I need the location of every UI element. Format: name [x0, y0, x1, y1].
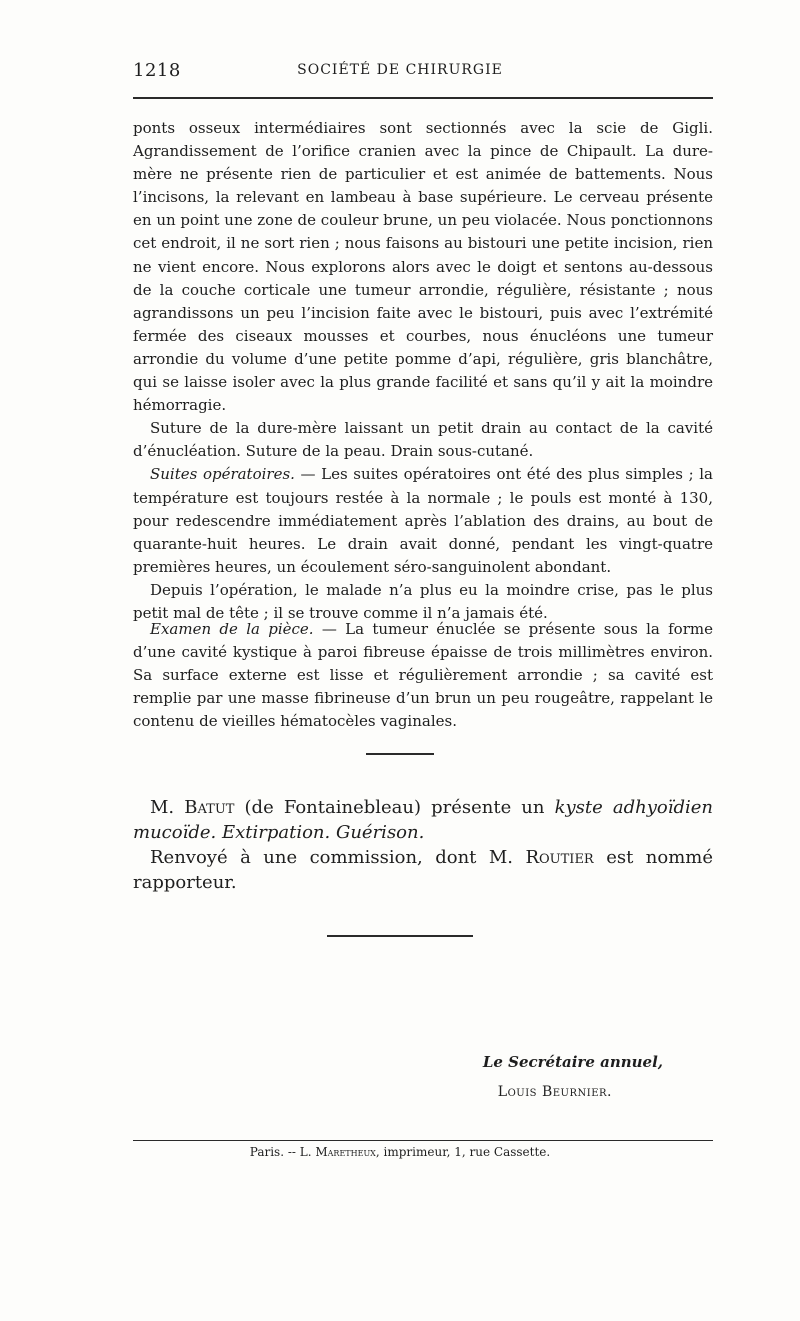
imprint-suffix: , imprimeur, 1, rue Cassette. [375, 1145, 551, 1159]
examen-heading: Examen de la pièce. [150, 620, 314, 638]
presentation-title: kyste adhyoïdien mucoïde. Extirpation. Guérison. [133, 797, 714, 843]
running-head: SOCIÉTÉ DE CHIRURGIE [297, 62, 503, 78]
imprint-printer: Maretheux [315, 1145, 376, 1159]
author-name: Batut [184, 797, 235, 818]
paragraph-operation: ponts osseux intermédiaires sont sectionnés avec la scie de Gigli. Agrandissement de l’orifice cranien avec la pince de Chipault. La dure-mère ne présente rien de particulier et est animée de battements. Nous l’incisons, la relevant en lambeau à base supérieure. Le cerveau présente en un point une zone de couleur brune, un peu violacée. Nous ponctionnons cet endroit, il ne sort rien ; nous faisons au bistouri une petite incision, rien ne vient encore. Nous explorons alors avec le doigt et sentons au-dessous de la couche corticale une tumeur arrondie, régulière, résistante ; nous agrandissons un peu l’incision faite avec le bistouri, puis avec l’extrémité fermée des ciseaux mousses et courbes, nous énucléons une tumeur arrondie du volume d’une petite pomme d’api, régulière, gris blanchâtre, qui se laisse isoler avec la plus grande facilité et sans qu’il y ait la moindre hémorragie. [133, 119, 713, 415]
paragraph-depuis: Depuis l’opération, le malade n’a plus eu la moindre crise, pas le plus petit mal de tête ; il se trouve comme il n’a jamais été. [133, 580, 713, 622]
batut-location: (de Fontainebleau) présente un [234, 797, 555, 818]
renvoye-suffix: est nommé rapporteur. [133, 847, 713, 893]
paragraph-suture: Suture de la dure-mère laissant un petit drain au contact de la cavité d’énucléation. Suture de la peau. Drain sous-cutané. [133, 419, 713, 461]
paragraph-examen [133, 618, 713, 733]
renvoye-prefix: Renvoyé à une commission, dont M. [150, 847, 526, 868]
examen-text: — La tumeur énuclée se présente sous la forme d’une cavité kystique à paroi fibreuse épaisse de trois millimètres environ. Sa surface externe est lisse et régulièrement arrondie ; sa cavité est remplie par une masse fibrineuse d’un brun un peu rougeâtre, rappelant le contenu de vieilles hématocèles vaginales. [133, 620, 713, 731]
section-divider [366, 753, 434, 755]
suites-heading: Suites opératoires. [150, 465, 295, 484]
suites-text: — Les suites opératoires ont été des plus simples ; la température est toujours restée à la normale ; le pouls est monté à 130, pour redescendre immédiatement après l’ablation des drains, au bout de quarante-huit heures. Le drain avait donné, pendant les vingt-quatre premières heures, un écoulement séro-sanguinolent abondant. [133, 465, 713, 576]
page-number: 1218 [133, 60, 181, 81]
renvoye-paragraph [133, 845, 713, 895]
paragraph-suites [133, 463, 713, 578]
rapporteur-name: Routier [525, 847, 594, 868]
footer-rule [133, 1140, 713, 1141]
signature-name: Louis Beurnier. [497, 1084, 612, 1100]
examen-section [133, 618, 713, 733]
header-rule [133, 97, 713, 99]
printer-imprint [0, 1145, 800, 1159]
signature-title: Le Secrétaire annuel, [482, 1053, 663, 1071]
body-text [133, 117, 713, 625]
batut-presentation [133, 795, 713, 895]
batut-prefix: M. [150, 797, 185, 818]
closing-divider [327, 935, 473, 937]
batut-paragraph [133, 795, 713, 845]
imprint-prefix: Paris. -- L. [249, 1145, 316, 1159]
